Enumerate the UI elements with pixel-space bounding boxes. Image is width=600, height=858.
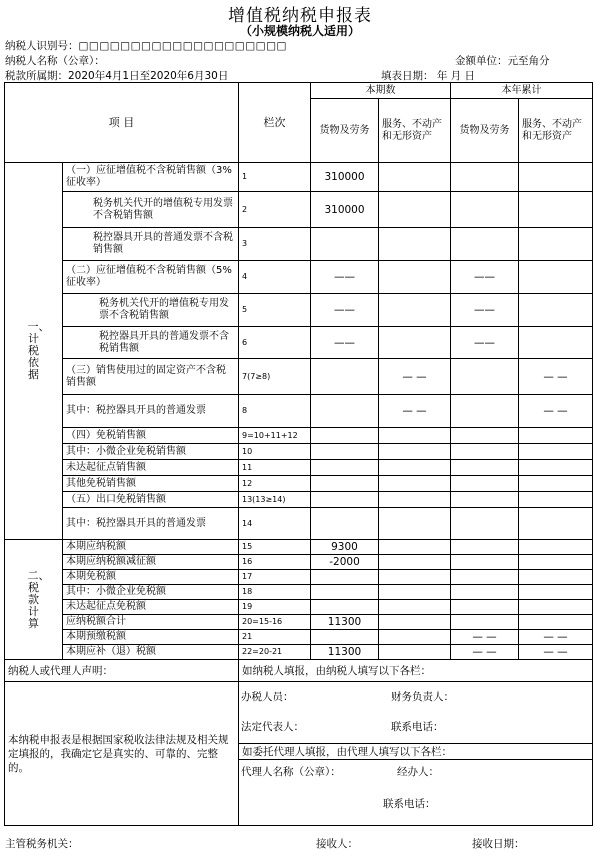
row-item: 其他免税销售额 [63, 476, 239, 492]
current-period-header: 本期数 [311, 83, 451, 99]
line-no-header: 栏次 [239, 83, 311, 163]
row-ytd-goods[interactable] [451, 192, 519, 228]
row-ytd-services[interactable] [519, 460, 593, 476]
taxpayer-id-boxes[interactable]: □□□□□□□□□□□□□□□□□□□□ [78, 40, 287, 52]
row-goods[interactable] [311, 508, 379, 540]
row-services[interactable] [379, 163, 451, 192]
receiver-label: 接收人： [316, 838, 358, 850]
row-item: （一）应征增值税不含税销售额（3%征收率） [63, 163, 239, 192]
row-ytd-goods[interactable] [451, 163, 519, 192]
row-item: （三）销售使用过的固定资产不含税销售额 [63, 359, 239, 395]
row-line: 14 [239, 508, 311, 540]
row-services[interactable]: — — [379, 359, 451, 395]
row-item: 其中：税控器具开具的普通发票 [63, 508, 239, 540]
legal-rep-label: 法定代表人： [241, 721, 304, 733]
row-ytd-services[interactable] [519, 327, 593, 359]
row-ytd-services[interactable] [519, 600, 593, 615]
row-goods[interactable]: 310000 [311, 163, 379, 192]
row-ytd-goods[interactable] [451, 228, 519, 261]
row-services[interactable] [379, 508, 451, 540]
row-goods[interactable] [311, 570, 379, 585]
row-goods[interactable] [311, 395, 379, 428]
row-line: 16 [239, 555, 311, 570]
row-ytd-services[interactable] [519, 540, 593, 555]
row-goods[interactable]: 310000 [311, 192, 379, 228]
row-ytd-goods[interactable] [451, 508, 519, 540]
row-goods[interactable] [311, 359, 379, 395]
form-title: 增值税纳税申报表 [228, 6, 372, 26]
item-header: 项 目 [5, 83, 239, 163]
row-ytd-services[interactable]: — — [519, 630, 593, 645]
taxpayer-id-label: 纳税人识别号： [5, 40, 79, 52]
form-subtitle: （小规模纳税人适用） [239, 24, 360, 38]
row-ytd-goods[interactable]: —— [451, 327, 519, 359]
agent-phone-label: 联系电话： [383, 798, 436, 810]
row-goods[interactable] [311, 585, 379, 600]
goods-col-header: 货物及劳务 [311, 99, 379, 163]
row-ytd-services[interactable] [519, 228, 593, 261]
row-ytd-goods[interactable] [451, 359, 519, 395]
row-ytd-goods[interactable] [451, 428, 519, 444]
handler-label: 经办人： [397, 766, 439, 778]
row-ytd-services[interactable] [519, 444, 593, 460]
row-services[interactable] [379, 192, 451, 228]
fill-date: 填表日期： 年 月 日 [381, 70, 476, 82]
row-services[interactable] [379, 645, 451, 660]
row-item: 其中：小微企业免税额 [63, 585, 239, 600]
row-item: （四）免税销售额 [63, 428, 239, 444]
row-ytd-goods[interactable]: —— [451, 294, 519, 327]
declaration-label: 纳税人或代理人声明： [5, 660, 239, 682]
row-line: 20=15-16 [239, 615, 311, 630]
row-goods[interactable]: -2000 [311, 555, 379, 570]
row-ytd-goods[interactable] [451, 585, 519, 600]
row-goods[interactable] [311, 428, 379, 444]
row-services[interactable] [379, 492, 451, 508]
receive-date-label: 接收日期： [472, 838, 525, 850]
row-line: 2 [239, 192, 311, 228]
row-line: 13(13≥14) [239, 492, 311, 508]
row-ytd-services[interactable] [519, 508, 593, 540]
row-line: 5 [239, 294, 311, 327]
row-goods[interactable]: 11300 [311, 615, 379, 630]
amount-unit: 金额单位：元至角分 [455, 55, 550, 67]
row-item: 本期应纳税额 [63, 540, 239, 555]
row-item: 税控器具开具的普通发票不含税销售额 [63, 327, 239, 359]
ytd-services-col-header: 服务、不动产和无形资产 [519, 99, 593, 163]
declaration-text: 本纳税申报表是根据国家税收法律法规及相关规定填报的，我确定它是真实的、可靠的、完整的。 [5, 682, 239, 826]
taxpayer-name-label: 纳税人名称（公章）： [5, 55, 105, 67]
row-services[interactable] [379, 444, 451, 460]
row-ytd-goods[interactable]: —— [451, 261, 519, 294]
row-services[interactable] [379, 540, 451, 555]
row-line: 4 [239, 261, 311, 294]
row-line: 10 [239, 444, 311, 460]
row-item: 本期预缴税额 [63, 630, 239, 645]
row-line: 15 [239, 540, 311, 555]
row-goods[interactable]: —— [311, 294, 379, 327]
row-ytd-services[interactable]: — — [519, 359, 593, 395]
row-goods[interactable] [311, 492, 379, 508]
row-line: 21 [239, 630, 311, 645]
row-goods[interactable]: 9300 [311, 540, 379, 555]
row-item: 税务机关代开的增值税专用发票不含税销售额 [63, 192, 239, 228]
row-goods[interactable] [311, 460, 379, 476]
row-line: 17 [239, 570, 311, 585]
row-line: 8 [239, 395, 311, 428]
section-tax-calc: 二、税款计算 [5, 540, 63, 660]
row-services[interactable] [379, 294, 451, 327]
row-ytd-services[interactable] [519, 192, 593, 228]
row-item: 本期免税额 [63, 570, 239, 585]
row-services[interactable] [379, 261, 451, 294]
row-services[interactable] [379, 630, 451, 645]
row-item: 本期应补（退）税额 [63, 645, 239, 660]
row-goods[interactable]: —— [311, 261, 379, 294]
row-item: （五）出口免税销售额 [63, 492, 239, 508]
row-line: 22=20-21 [239, 645, 311, 660]
row-ytd-goods[interactable] [451, 600, 519, 615]
row-goods[interactable] [311, 228, 379, 261]
row-services[interactable] [379, 228, 451, 261]
row-goods[interactable]: 11300 [311, 645, 379, 660]
row-ytd-services[interactable] [519, 492, 593, 508]
row-line: 19 [239, 600, 311, 615]
row-item: 本期应纳税额减征额 [63, 555, 239, 570]
declaration-table [4, 82, 593, 826]
row-item: 未达起征点销售额 [63, 460, 239, 476]
row-item: 其中：税控器具开具的普通发票 [63, 395, 239, 428]
tax-period: 税款所属期：2020年4月1日至2020年6月30日 [5, 70, 229, 82]
row-item: 其中：小微企业免税销售额 [63, 444, 239, 460]
row-line: 11 [239, 460, 311, 476]
row-item: 税务机关代开的增值税专用发票不含税销售额 [63, 294, 239, 327]
row-ytd-goods[interactable] [451, 555, 519, 570]
row-ytd-goods[interactable] [451, 460, 519, 476]
tax-authority-label: 主管税务机关： [5, 838, 79, 850]
row-line: 7(7≥8) [239, 359, 311, 395]
row-services[interactable]: — — [379, 395, 451, 428]
services-col-header: 服务、不动产和无形资产 [379, 99, 451, 163]
row-ytd-goods[interactable]: — — [451, 630, 519, 645]
row-line: 1 [239, 163, 311, 192]
row-ytd-goods[interactable]: — — [451, 645, 519, 660]
row-services[interactable] [379, 327, 451, 359]
row-goods[interactable] [311, 444, 379, 460]
row-ytd-services[interactable]: — — [519, 645, 593, 660]
row-ytd-goods[interactable] [451, 444, 519, 460]
row-ytd-services[interactable] [519, 570, 593, 585]
row-line: 9=10+11+12 [239, 428, 311, 444]
row-item: 未达起征点免税额 [63, 600, 239, 615]
ytd-goods-col-header: 货物及劳务 [451, 99, 519, 163]
row-item: 应纳税额合计 [63, 615, 239, 630]
row-ytd-goods[interactable] [451, 395, 519, 428]
row-ytd-goods[interactable] [451, 476, 519, 492]
row-item: （二）应征增值税不含税销售额（5%征收率） [63, 261, 239, 294]
row-line: 3 [239, 228, 311, 261]
row-ytd-services[interactable] [519, 615, 593, 630]
agent-fill-note: 如委托代理人填报，由代理人填写以下各栏： [239, 744, 593, 760]
tax-officer-label: 办税人员： [241, 691, 294, 703]
row-line: 18 [239, 585, 311, 600]
row-services[interactable] [379, 615, 451, 630]
taxpayer-id-row [5, 38, 287, 53]
row-goods[interactable] [311, 476, 379, 492]
row-item: 税控器具开具的普通发票不含税销售额 [63, 228, 239, 261]
row-ytd-goods[interactable] [451, 492, 519, 508]
row-goods[interactable]: —— [311, 327, 379, 359]
row-goods[interactable] [311, 600, 379, 615]
row-ytd-services[interactable]: — — [519, 395, 593, 428]
phone-label: 联系电话： [391, 721, 444, 733]
row-line: 6 [239, 327, 311, 359]
row-ytd-goods[interactable] [451, 540, 519, 555]
row-ytd-goods[interactable] [451, 570, 519, 585]
ytd-header: 本年累计 [451, 83, 593, 99]
row-services[interactable] [379, 428, 451, 444]
row-ytd-services[interactable] [519, 555, 593, 570]
row-ytd-services[interactable] [519, 261, 593, 294]
agent-name-label: 代理人名称（公章）： [241, 766, 341, 778]
row-line: 12 [239, 476, 311, 492]
agent-signatures [239, 760, 593, 826]
row-services[interactable] [379, 600, 451, 615]
row-ytd-services[interactable] [519, 476, 593, 492]
section-tax-basis: 一、计税依据 [5, 163, 63, 540]
self-fill-note: 如纳税人填报，由纳税人填写以下各栏： [239, 660, 593, 682]
row-ytd-services[interactable] [519, 163, 593, 192]
finance-head-label: 财务负责人： [391, 691, 454, 703]
self-fill-signatures [239, 682, 593, 744]
row-ytd-services[interactable] [519, 585, 593, 600]
row-services[interactable] [379, 460, 451, 476]
row-ytd-goods[interactable] [451, 615, 519, 630]
row-services[interactable] [379, 476, 451, 492]
row-goods[interactable] [311, 630, 379, 645]
row-services[interactable] [379, 570, 451, 585]
row-ytd-services[interactable] [519, 428, 593, 444]
row-services[interactable] [379, 585, 451, 600]
row-ytd-services[interactable] [519, 294, 593, 327]
row-services[interactable] [379, 555, 451, 570]
